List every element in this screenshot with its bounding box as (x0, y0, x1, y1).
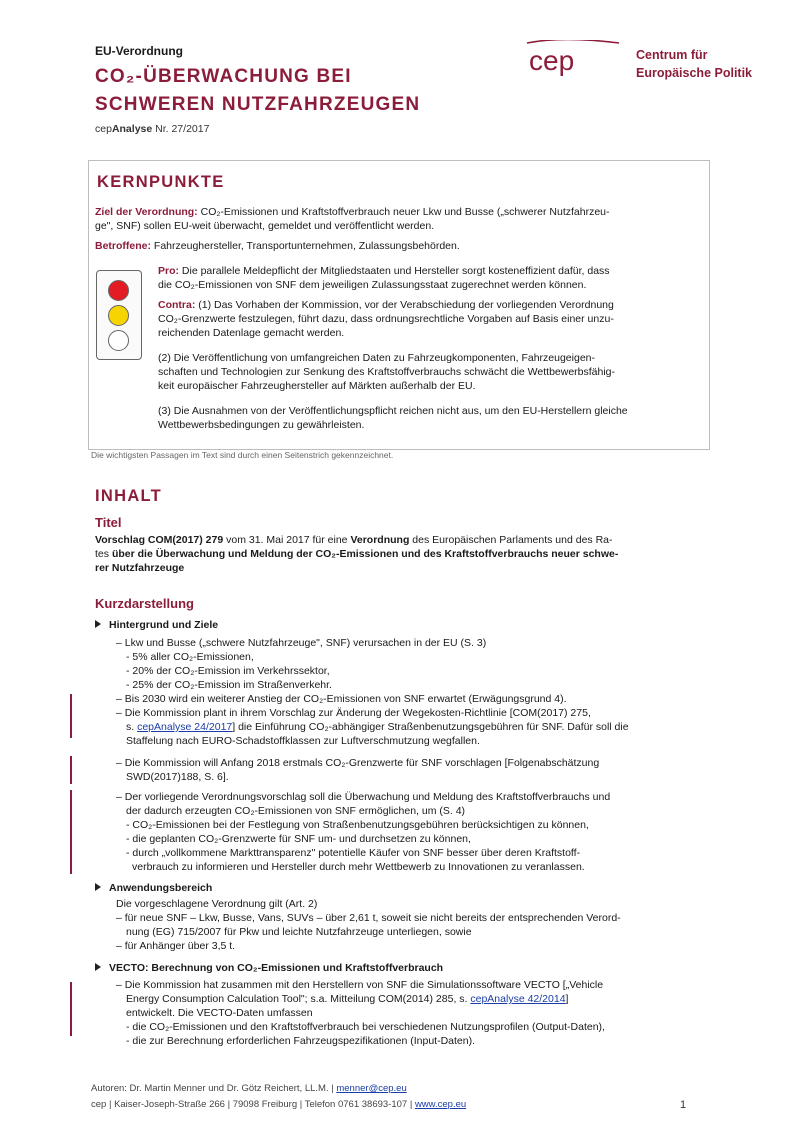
titel-heading: Titel (95, 515, 122, 530)
traffic-light-icon (96, 270, 142, 360)
margin-marker (70, 756, 72, 784)
cep-logo (523, 40, 623, 80)
organization-name (636, 46, 752, 82)
hz-line: - 5% aller CO₂-Emissionen, (126, 651, 254, 663)
contra-line-2: CO₂-Grenzwerte festzulegen, führt dazu, dass ordnungsrechtliche Vorgaben auf Basis einer unzu- (158, 313, 614, 325)
logo-arc (527, 40, 619, 43)
ziel-label: Ziel der Verordnung: (95, 206, 198, 218)
contra-text-1: (1) Das Vorhaben der Kommission, vor der Verabschiedung der vorliegenden Verordnung (195, 299, 614, 311)
analyse-bold: Analyse (111, 123, 153, 135)
footer-authors-text: Autoren: Dr. Martin Menner und Dr. Götz Reichert, LL.M. | (91, 1083, 337, 1094)
analyse-suffix: Nr. 27/2017 (152, 123, 210, 135)
ve-text: ] (565, 993, 569, 1005)
hz-line: - 25% der CO₂-Emission im Straßenverkehr. (126, 679, 332, 691)
aw-line: Die vorgeschlagene Verordnung gilt (Art. 2) (116, 898, 318, 910)
ve-line (126, 992, 568, 1006)
red-light-icon (108, 280, 129, 301)
arrow-icon (95, 883, 101, 891)
footer-address (91, 1099, 466, 1110)
ve-line: - die zur Berechnung erforderlichen Fahrzeugspezifikationen (Input-Daten). (126, 1035, 476, 1047)
aw-line: nung (EG) 715/2007 für Pkw und leichte Nutzfahrzeuge unterliegen, sowie (126, 926, 472, 938)
titel-line-2 (95, 547, 699, 561)
website-link[interactable]: www.cep.eu (414, 1099, 467, 1110)
kernpunkte-title: KERNPUNKTE (97, 173, 225, 191)
hz-text: s. (126, 721, 138, 733)
ve-line: entwickelt. Die VECTO-Daten umfassen (126, 1007, 313, 1019)
pro-text-1: Die parallele Meldepflicht der Mitgliedstaaten und Hersteller sorgt kosteneffizient dafür, dass (179, 265, 610, 277)
betroffene-label: Betroffene: (95, 240, 152, 252)
titel-text (95, 533, 699, 575)
titel-proposal: Vorschlag COM(2017) 279 (95, 534, 224, 546)
footnote: Die wichtigsten Passagen im Text sind durch einen Seitenstrich gekennzeichnet. (91, 450, 394, 460)
arrow-icon (95, 963, 101, 971)
titel-text-3: tes (95, 548, 112, 560)
ve-text: Energy Consumption Calculation Tool"; s.a. Mitteilung COM(2014) 285, s. (126, 993, 471, 1005)
hz-line: - 20% der CO₂-Emission im Verkehrssektor, (126, 665, 330, 677)
hintergrund-bullet (95, 619, 218, 631)
arrow-icon (95, 620, 101, 628)
margin-marker (70, 982, 72, 1036)
hz-line: – Die Kommission plant in ihrem Vorschlag zur Änderung der Wegekosten-Richtlinie [COM(2017) 275, (116, 707, 591, 719)
hz-line: verbrauch zu informieren und Hersteller durch mehr Wettbewerb zu Innovationen zu veranlassen. (132, 861, 585, 873)
titel-verordnung: Verordnung (350, 534, 410, 546)
titel-line-1 (95, 533, 699, 547)
titel-bold-3: rer Nutzfahrzeuge (95, 562, 185, 574)
inhalt-title: INHALT (95, 487, 163, 505)
pro-label: Pro: (158, 265, 179, 277)
email-link[interactable]: menner@cep.eu (336, 1083, 407, 1094)
betroffene-paragraph (95, 239, 697, 253)
hz-line: - die geplanten CO₂-Grenzwerte für SNF um- und durchsetzen zu können, (126, 833, 471, 845)
contra-label: Contra: (158, 299, 196, 311)
page-title-line-1: CO₂-ÜBERWACHUNG BEI (95, 66, 352, 87)
cep-analyse-link[interactable]: cepAnalyse 24/2017 (137, 721, 233, 733)
hz-line: - durch „vollkommene Markttransparenz" potentielle Käufer von SNF besser über deren Kraftstoff- (126, 847, 581, 859)
org-line-1: Centrum für (636, 48, 708, 62)
hz-line: SWD(2017)188, S. 6]. (126, 771, 229, 783)
aw-line: – für Anhänger über 3,5 t. (116, 940, 236, 952)
hz-text: ] die Einführung CO₂-abhängiger Straßenbenutzungsgebühren für SNF. Dafür soll die (232, 721, 629, 733)
footer-address-text: cep | Kaiser-Joseph-Straße 266 | 79098 Freiburg | Telefon 0761 38693-107 | (91, 1099, 415, 1110)
ve-line: - die CO₂-Emissionen und den Kraftstoffverbrauch bei verschiedenen Nutzungsprofilen (Output-Daten), (126, 1021, 605, 1033)
page-number: 1 (680, 1099, 687, 1111)
hz-line: der dadurch erzeugten CO₂-Emissionen von SNF ermöglichen, um (S. 4) (126, 805, 466, 817)
contra-2-line-3: keit europäischer Fahrzeughersteller auf Märkten außerhalb der EU. (158, 380, 476, 392)
kurzdarstellung-heading: Kurzdarstellung (95, 596, 194, 611)
hz-line: – Lkw und Busse („schwere Nutzfahrzeuge", SNF) verursachen in der EU (S. 3) (116, 637, 487, 649)
anwendungsbereich-title: Anwendungsbereich (109, 882, 213, 894)
hz-line (126, 720, 629, 734)
ve-line: – Die Kommission hat zusammen mit den Herstellern von SNF die Simulationssoftware VECTO [„Vehicle (116, 979, 604, 991)
hintergrund-title: Hintergrund und Ziele (109, 619, 219, 631)
logo-text: cep (529, 45, 575, 76)
hz-line: – Die Kommission will Anfang 2018 erstmals CO₂-Grenzwerte für SNF vorschlagen [Folgenabschätzung (116, 757, 600, 769)
contra-line-1 (158, 298, 699, 312)
contra-3-paragraph (158, 404, 699, 432)
titel-bold-2: über die Überwachung und Meldung der CO₂-Emissionen und des Kraftstoffverbrauchs neuer schwe- (111, 548, 619, 560)
contra-2-paragraph (158, 351, 699, 393)
margin-marker (70, 694, 72, 738)
cep-analyse-link[interactable]: cepAnalyse 42/2014 (470, 993, 566, 1005)
page-title-line-2: SCHWEREN NUTZFAHRZEUGEN (95, 94, 421, 115)
document-type: EU-Verordnung (95, 44, 184, 58)
ziel-paragraph (95, 205, 697, 233)
hz-line: – Der vorliegende Verordnungsvorschlag soll die Überwachung und Meldung des Kraftstoffverbrauchs und (116, 791, 611, 803)
analysis-number (95, 123, 209, 135)
aw-line: – für neue SNF – Lkw, Busse, Vans, SUVs – über 2,61 t, soweit sie nicht bereits der entsprechenden Verord- (116, 912, 621, 924)
anwendungsbereich-bullet (95, 882, 212, 894)
contra-line-3: reichenden Datenlage gemacht werden. (158, 327, 345, 339)
pro-paragraph (158, 264, 699, 292)
ziel-line-2: ge", SNF) sollen EU-weit überwacht, gemeldet und veröffentlicht werden. (95, 220, 435, 232)
ziel-line-1 (95, 205, 697, 219)
org-line-2: Europäische Politik (636, 66, 753, 80)
hz-line: - CO₂-Emissionen bei der Festlegung von Straßenbenutzungsgebühren berücksichtigen zu können, (126, 819, 589, 831)
vecto-title: VECTO: Berechnung von CO₂-Emissionen und Kraftstoffverbrauch (109, 962, 444, 974)
contra-paragraph (158, 298, 699, 340)
contra-2-line-2: schaften und Technologien zur Senkung des Kraftstoffverbrauchs schwächt die Wettbewerbsfähig- (158, 366, 616, 378)
green-light-off-icon (108, 330, 129, 351)
pro-line-1 (158, 264, 699, 278)
contra-3-line-1: (3) Die Ausnahmen von der Veröffentlichungspflicht reichen nicht aus, um den EU-Herstellern gleiche (158, 405, 628, 417)
titel-text-2: des Europäischen Parlaments und des Ra- (409, 534, 613, 546)
ziel-text-1: CO₂-Emissionen und Kraftstoffverbrauch neuer Lkw und Busse („schwerer Nutzfahrzeu- (197, 206, 610, 218)
titel-line-3 (95, 561, 699, 575)
footer-authors (91, 1083, 407, 1094)
contra-2-line-1: (2) Die Veröffentlichung von umfangreichen Daten zu Fahrzeugkomponenten, Fahrzeugeigen- (158, 352, 595, 364)
vecto-bullet (95, 962, 443, 974)
hz-line: – Bis 2030 wird ein weiterer Anstieg der CO₂-Emissionen von SNF erwartet (Erwägungsgrund 4). (116, 693, 567, 705)
hz-line: Staffelung nach EURO-Schadstoffklassen zur Luftverschmutzung wegfallen. (126, 735, 480, 747)
betroffene-text: Fahrzeughersteller, Transportunternehmen, Zulassungsbehörden. (151, 240, 460, 252)
contra-3-line-2: Wettbewerbsbedingungen zu gewährleisten. (158, 419, 365, 431)
margin-marker (70, 790, 72, 874)
pro-line-2: die CO₂-Emissionen von SNF dem jeweiligen Zulassungsstaat zugerechnet werden können. (158, 279, 587, 291)
titel-text-1: vom 31. Mai 2017 für eine (223, 534, 351, 546)
analyse-prefix: cep (95, 123, 112, 135)
yellow-light-icon (108, 305, 129, 326)
